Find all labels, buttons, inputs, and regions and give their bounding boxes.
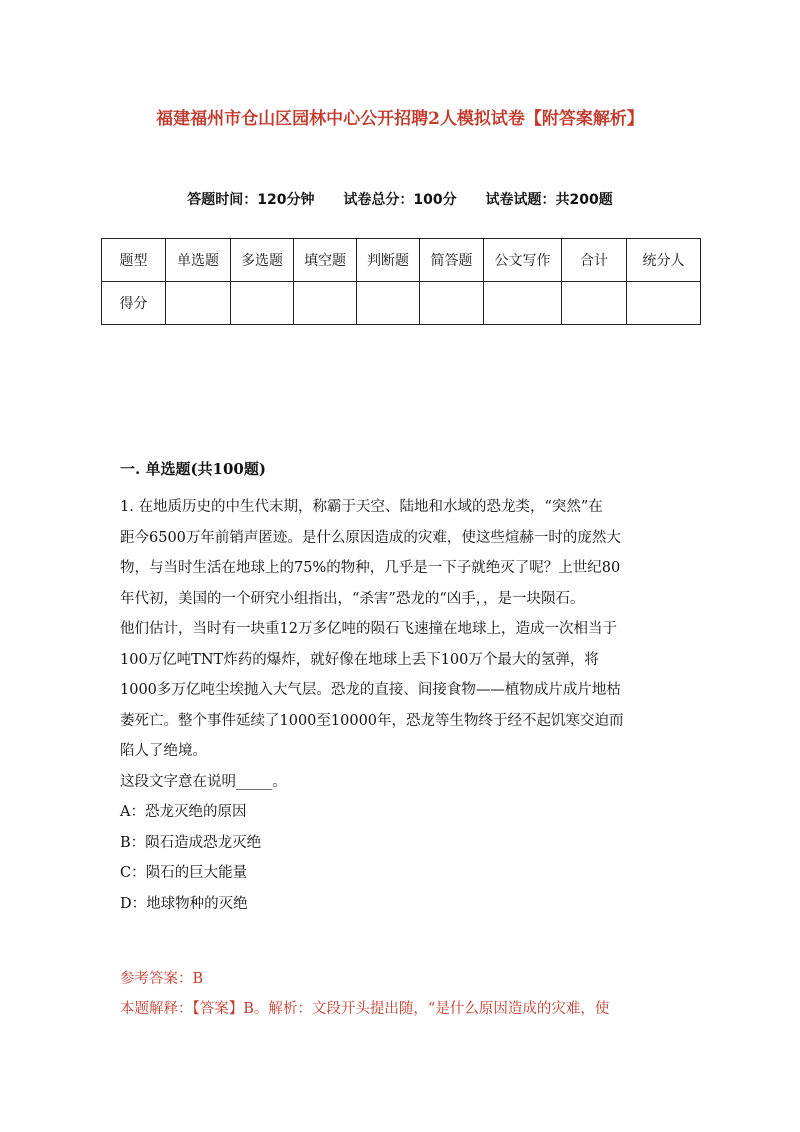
table-cell: 统分人 (627, 239, 701, 282)
answer-block (120, 964, 680, 1024)
page-title: 福建福州市仓山区园林中心公开招聘2人模拟试卷【附答案解析】 (156, 109, 644, 129)
score-entry-cell[interactable] (420, 282, 484, 325)
option-c[interactable]: C：陨石的巨大能量 (120, 865, 248, 881)
section-heading: 一. 单选题(共100题) (120, 460, 266, 478)
question-text-line: 距今6500万年前销声匿迹。是什么原因造成的灾难，使这些煊赫一时的庞然大 (120, 529, 621, 546)
table-cell: 公文写作 (484, 239, 562, 282)
score-entry-cell[interactable] (231, 282, 294, 325)
table-cell: 判断题 (357, 239, 420, 282)
question-text-line: 1000多万亿吨尘埃抛入大气层。恐龙的直接、间接食物——植物成片成片地枯 (120, 682, 621, 698)
score-entry-cell[interactable] (484, 282, 562, 325)
score-entry-cell[interactable] (627, 282, 701, 325)
answer-explanation: 本题解释：【答案】B。解析：文段开头提出随，“是什么原因造成的灾难，使 (120, 1001, 610, 1017)
question-text-line: 陷人了绝境。 (120, 743, 207, 759)
question-text-line: 年代初，美国的一个研究小组指出，“杀害”恐龙的“凶手，，是一块陨石。 (120, 590, 585, 607)
score-entry-cell[interactable] (294, 282, 357, 325)
table-cell: 填空题 (294, 239, 357, 282)
exam-meta (0, 189, 800, 209)
question-text-line: 物，与当时生活在地球上的75%的物种，几乎是一下子就绝灭了呢？上世纪80 (120, 560, 621, 576)
score-table (101, 238, 701, 325)
table-cell: 简答题 (420, 239, 484, 282)
question-text-line: 萎死亡。整个事件延续了1000至10000年，恐龙等生物终于经不起饥寒交迫而 (120, 712, 624, 729)
exam-question-count: 试卷试题：共200题 (485, 192, 613, 208)
score-table-score-row (102, 282, 701, 325)
question-text-line: 1. 在地质历史的中生代末期，称霸于天空、陆地和水域的恐龙类，“突然”在 (120, 499, 603, 515)
option-d[interactable]: D：地球物种的灭绝 (120, 895, 248, 912)
table-cell: 合计 (562, 239, 627, 282)
table-cell: 单选题 (166, 239, 231, 282)
score-entry-cell[interactable] (562, 282, 627, 325)
question-block (120, 492, 680, 919)
score-table-header-row (102, 239, 701, 282)
table-cell: 得分 (102, 282, 166, 325)
option-b[interactable]: B：陨石造成恐龙灭绝 (120, 834, 262, 851)
option-a[interactable]: A：恐龙灭绝的原因 (120, 804, 247, 820)
question-prompt: 这段文字意在说明_____。 (120, 773, 287, 790)
reference-answer: 参考答案：B (120, 971, 204, 987)
score-entry-cell[interactable] (357, 282, 420, 325)
exam-time: 答题时间：120分钟 (187, 192, 315, 208)
question-text-line: 100万亿吨TNT炸药的爆炸，就好像在地球上丢下100万个最大的氢弹，将 (120, 651, 599, 668)
table-cell: 多选题 (231, 239, 294, 282)
question-text-line: 他们估计，当时有一块重12万多亿吨的陨石飞速撞在地球上，造成一次相当于 (120, 621, 617, 637)
score-entry-cell[interactable] (166, 282, 231, 325)
table-cell: 题型 (102, 239, 166, 282)
exam-total-score: 试卷总分：100分 (343, 192, 457, 208)
